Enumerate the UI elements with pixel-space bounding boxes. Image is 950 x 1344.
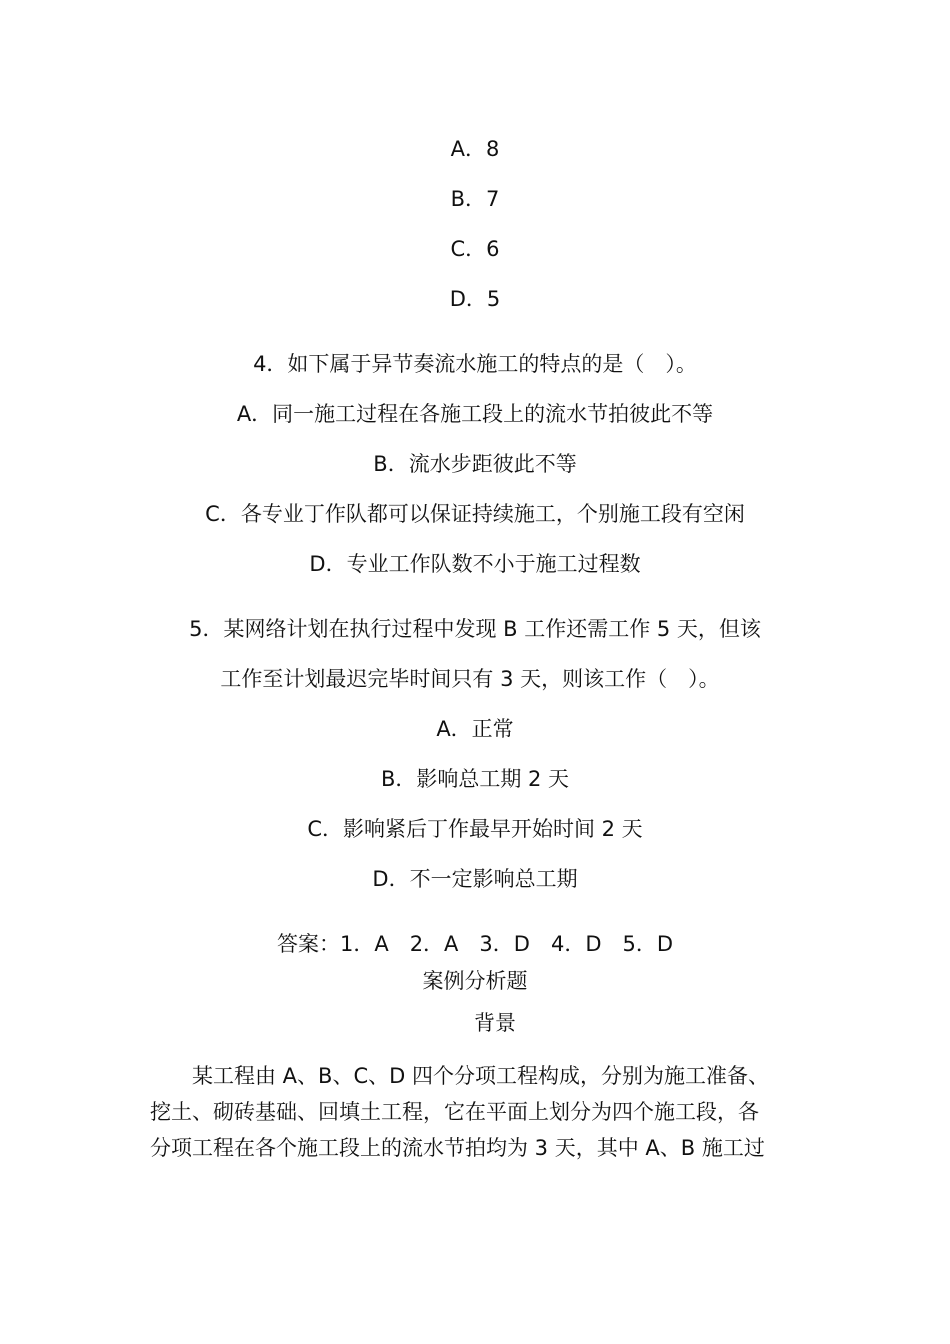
background-paragraph-line: 某工程由 A、B、C、D 四个分项工程构成，分别为施工准备、 [150, 1064, 769, 1088]
q5-option-d: D．不一定影响总工期 [372, 867, 578, 891]
q3-option-b: B．7 [450, 187, 500, 211]
q4-option-a: A．同一施工过程在各施工段上的流水节拍彼此不等 [236, 402, 714, 426]
background-paragraph-line: 分项工程在各个施工段上的流水节拍均为 3 天，其中 A、B 施工过 [150, 1136, 765, 1160]
q3-option-c: C．6 [450, 237, 500, 261]
q4-option-c: C．各专业丁作队都可以保证持续施工，个别施工段有空闲 [205, 502, 745, 526]
q5-option-b: B．影响总工期 2 天 [380, 767, 570, 791]
q5-question-line2: 工作至计划最迟完毕时间只有 3 天，则该工作（ ）。 [220, 667, 720, 691]
q4-question: 4．如下属于异节奏流水施工的特点的是（ ）。 [253, 352, 697, 376]
q4-option-d: D．专业工作队数不小于施工过程数 [309, 552, 641, 576]
q5-question-line1: 5．某网络计划在执行过程中发现 B 工作还需工作 5 天，但该 [189, 617, 761, 641]
case-analysis-heading: 案例分析题 [422, 969, 528, 993]
background-heading: 背景 [474, 1011, 516, 1035]
q3-option-d: D．5 [449, 287, 501, 311]
q5-option-a: A．正常 [436, 717, 514, 741]
background-paragraph-line: 挖土、砌砖基础、回填土工程，它在平面上划分为四个施工段，各 [150, 1100, 759, 1124]
answer-key: 答案：1．A 2．A 3．D 4．D 5．D [276, 932, 674, 956]
q3-option-a: A．8 [450, 137, 500, 161]
q5-option-c: C．影响紧后丁作最早开始时间 2 天 [307, 817, 643, 841]
q4-option-b: B．流水步距彼此不等 [373, 452, 577, 476]
